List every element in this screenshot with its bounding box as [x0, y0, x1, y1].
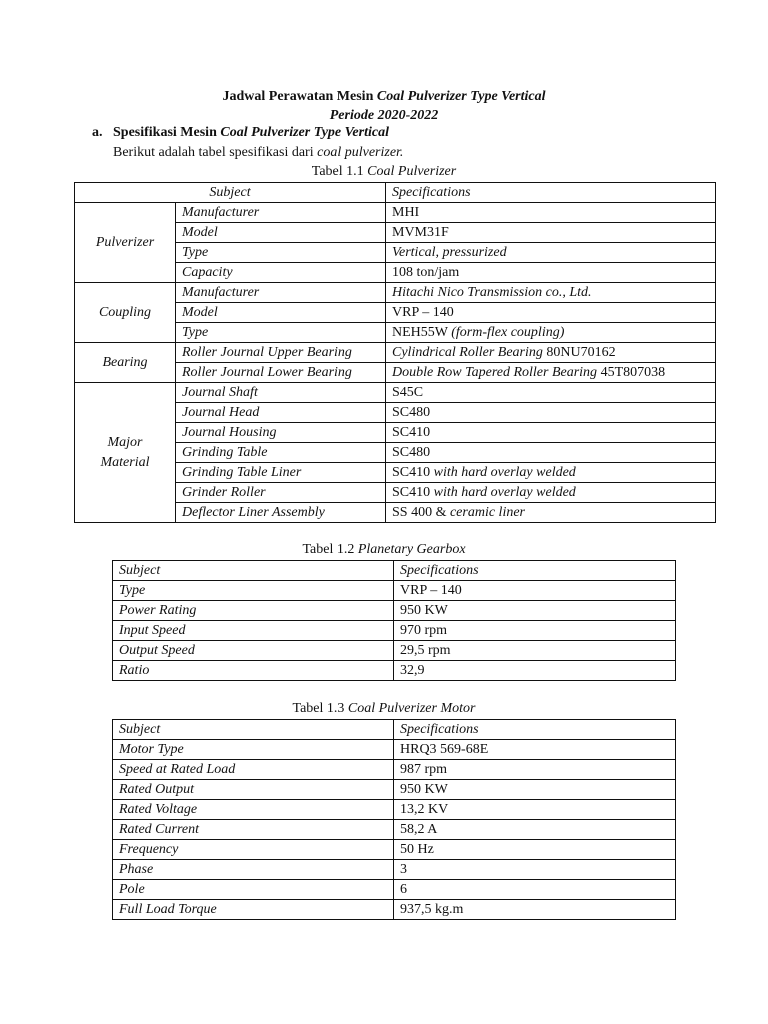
section-number: a. [92, 125, 103, 140]
row-subject: Roller Journal Upper Bearing [176, 343, 386, 363]
table-row [113, 621, 676, 641]
table-header-row [113, 720, 676, 740]
row-subject: Manufacturer [176, 203, 386, 223]
row-spec: 29,5 rpm [394, 641, 676, 661]
header-specifications: Specifications [394, 561, 676, 581]
group-label-bearing: Bearing [75, 343, 176, 383]
table2-caption-plain: Tabel 1.2 [302, 542, 358, 557]
row-subject: Phase [113, 860, 394, 880]
row-spec: MVM31F [386, 223, 716, 243]
row-subject: Journal Housing [176, 423, 386, 443]
table1-caption-italic: Coal Pulverizer [367, 164, 457, 179]
row-subject: Grinding Table Liner [176, 463, 386, 483]
document-title [0, 87, 768, 106]
document-title-plain: Jadwal Perawatan Mesin [222, 89, 377, 104]
row-spec [386, 323, 716, 343]
row-spec: 50 Hz [394, 840, 676, 860]
intro-plain: Berikut adalah tabel spesifikasi dari [113, 145, 318, 160]
header-subject: Subject [113, 720, 394, 740]
row-spec [386, 483, 716, 503]
row-spec: 987 rpm [394, 760, 676, 780]
table-row [113, 601, 676, 621]
row-spec: 32,9 [394, 661, 676, 681]
table-row [113, 900, 676, 920]
row-subject: Model [176, 303, 386, 323]
table3-caption-plain: Tabel 1.3 [292, 701, 348, 716]
header-specifications: Specifications [394, 720, 676, 740]
table3-caption-italic: Coal Pulverizer Motor [347, 701, 476, 716]
row-spec: Vertical, pressurized [386, 243, 716, 263]
table2-caption-italic: Planetary Gearbox [357, 542, 466, 557]
row-spec: 6 [394, 880, 676, 900]
row-spec: SC480 [386, 443, 716, 463]
row-subject: Rated Current [113, 820, 394, 840]
table-row [75, 283, 716, 303]
row-spec: 970 rpm [394, 621, 676, 641]
row-spec: 950 KW [394, 601, 676, 621]
group-label-major-material-text: Major Material [100, 434, 150, 470]
row-subject: Type [176, 323, 386, 343]
row-subject: Pole [113, 880, 394, 900]
row-spec: S45C [386, 383, 716, 403]
table-row [113, 581, 676, 601]
group-label-major-material [75, 383, 176, 523]
table-row [113, 661, 676, 681]
header-subject: Subject [113, 561, 394, 581]
planetary-gearbox-table [112, 560, 676, 681]
row-spec: 937,5 kg.m [394, 900, 676, 920]
table-row [113, 760, 676, 780]
row-spec: 950 KW [394, 780, 676, 800]
row-spec: VRP – 140 [386, 303, 716, 323]
table-row [113, 780, 676, 800]
row-subject: Rated Output [113, 780, 394, 800]
table-row [113, 820, 676, 840]
table1-caption [0, 164, 768, 180]
row-spec-plain: 80NU70162 [542, 345, 616, 360]
row-subject: Manufacturer [176, 283, 386, 303]
header-specifications: Specifications [386, 183, 716, 203]
row-spec [386, 363, 716, 383]
table-row [113, 800, 676, 820]
row-subject: Type [113, 581, 394, 601]
table-row [75, 383, 716, 403]
row-subject: Rated Voltage [113, 800, 394, 820]
table-row [113, 740, 676, 760]
row-spec-italic: Cylindrical Roller Bearing [392, 345, 543, 360]
group-label-pulverizer: Pulverizer [75, 203, 176, 283]
row-subject: Ratio [113, 661, 394, 681]
coal-pulverizer-table [74, 182, 716, 523]
row-spec: 13,2 KV [394, 800, 676, 820]
row-subject: Full Load Torque [113, 900, 394, 920]
group-label-coupling: Coupling [75, 283, 176, 343]
table-row [113, 840, 676, 860]
table-row [113, 880, 676, 900]
row-spec-plain: 45T807038 [597, 365, 666, 380]
row-subject: Speed at Rated Load [113, 760, 394, 780]
row-spec-italic: with hard overlay welded [433, 465, 576, 480]
row-spec-italic: (form-flex coupling) [451, 325, 565, 340]
row-spec-italic: Double Row Tapered Roller Bearing [392, 365, 598, 380]
row-spec [386, 343, 716, 363]
row-spec-plain: SC410 [392, 485, 434, 500]
row-spec-plain: SC410 [392, 465, 434, 480]
row-subject: Type [176, 243, 386, 263]
row-subject: Frequency [113, 840, 394, 860]
row-spec: 108 ton/jam [386, 263, 716, 283]
row-subject: Journal Head [176, 403, 386, 423]
row-subject: Journal Shaft [176, 383, 386, 403]
table2-caption [0, 542, 768, 558]
row-spec [386, 463, 716, 483]
row-subject: Capacity [176, 263, 386, 283]
row-subject: Grinding Table [176, 443, 386, 463]
row-subject: Roller Journal Lower Bearing [176, 363, 386, 383]
intro-text [113, 145, 403, 161]
section-title-plain: Spesifikasi Mesin [113, 125, 221, 140]
row-spec-italic: with hard overlay welded [433, 485, 576, 500]
document-period: Periode 2020-2022 [329, 108, 439, 123]
table-row [113, 860, 676, 880]
header-subject: Subject [75, 183, 386, 203]
row-subject: Grinder Roller [176, 483, 386, 503]
row-spec: VRP – 140 [394, 581, 676, 601]
table3-caption [0, 701, 768, 717]
table-row [113, 641, 676, 661]
row-subject: Output Speed [113, 641, 394, 661]
row-subject: Deflector Liner Assembly [176, 503, 386, 523]
row-spec: SC410 [386, 423, 716, 443]
row-spec-plain: NEH55W [392, 325, 452, 340]
intro-italic: coal pulverizer. [317, 145, 404, 160]
row-subject: Input Speed [113, 621, 394, 641]
section-title-italic: Coal Pulverizer Type Vertical [220, 125, 389, 140]
row-spec: SC480 [386, 403, 716, 423]
row-spec [386, 503, 716, 523]
row-spec: MHI [386, 203, 716, 223]
coal-pulverizer-motor-table [112, 719, 676, 920]
document-title-italic: Coal Pulverizer Type Vertical [376, 89, 546, 104]
row-spec: HRQ3 569-68E [394, 740, 676, 760]
row-spec-plain: SS 400 & [392, 505, 450, 520]
table1-caption-plain: Tabel 1.1 [311, 164, 368, 179]
table-header-row [75, 183, 716, 203]
table-row [75, 203, 716, 223]
table-header-row [113, 561, 676, 581]
row-subject: Motor Type [113, 740, 394, 760]
row-subject: Power Rating [113, 601, 394, 621]
row-spec: Hitachi Nico Transmission co., Ltd. [386, 283, 716, 303]
row-spec: 58,2 A [394, 820, 676, 840]
row-spec: 3 [394, 860, 676, 880]
row-subject: Model [176, 223, 386, 243]
row-spec-italic: ceramic liner [449, 505, 525, 520]
table-row [75, 343, 716, 363]
